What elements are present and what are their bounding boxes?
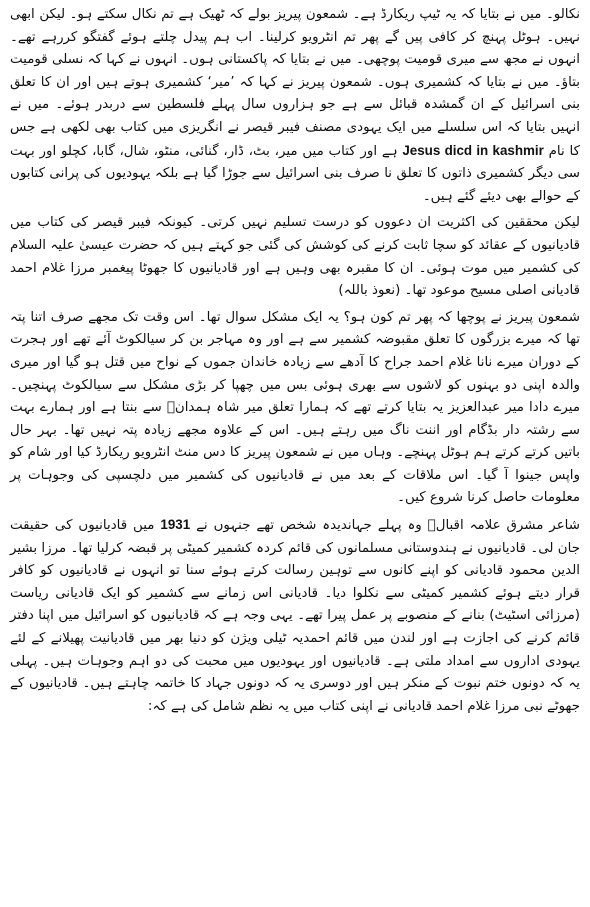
text-run: شمعون پیریز نے پوچھا کہ پھر تم کون ہو؟ یہ ایک مشکل سوال تھا۔ اس وقت تک مجھے صرف اتنا پتہ تھا کہ میرے بزرگوں کا تعلق مقبوضہ کشمیر سے ہے اور وہ مہاجر بن کر سیالکوٹ آئے تھے اور ہجرت کے دوران میرے نانا غلام احمد جراح کا آدھے سے زیادہ خاندان جموں کے نواح میں قتل ہو گیا اور میری والدہ اپنی دو بہنوں کو لاشوں سے بھری ہوئی بس میں چھپا کر بڑی مشکل سے سیالکوٹ پہنچیں۔ میرے دادا میر عبدالعزیز یہ بتایا کرتے تھے کہ ہمارا تعلق میر شاہ ہمدانؒ سے بنتا ہے اور ہمارے بہت سے رشتہ دار بڈگام اور اننت ناگ میں رہتے ہیں۔ اس کے علاوہ مجھے زیادہ پتہ نہیں تھا۔ بہر حال باتیں کرتے کرتے ہم ہوٹل پہنچے۔ وہاں میں نے شمعون پیریز کا دس منٹ انٹرویو ریکارڈ کیا اور شام کو واپس جینوا آ گیا۔ اس ملاقات کے بعد میں نے قادیانیوں کی کشمیر میں دلچسپی کی وجوہات پر معلومات حاصل کرنا شروع کیں۔ bbox=[10, 309, 580, 506]
text-run: شاعر مشرق علامہ اقبالؒ وہ پہلے جہاندیدہ شخص تھے جنہوں نے bbox=[190, 518, 580, 534]
text-run: نکالو۔ میں نے بتایا کہ یہ ٹیپ ریکارڈ ہے۔ شمعون پیریز بولے کہ ٹھیک ہے تم نکال سکتے ہو۔ لیکن ابھی نہیں۔ ہوٹل پہنچ کر کافی پیں گے پھر تم انٹرویو کرلینا۔ اب ہم پیدل چلتے ہوئے گفتگو کررہے تھے۔ انہوں نے مجھ سے میری قومیت پوچھی۔ میں نے بتایا کہ پاکستانی ہوں۔ انہوں نے کہا کہ نسلی قومیت بتاؤ۔ میں نے بتایا کہ کشمیری ہوں۔ شمعون پیریز نے کہا کہ ’میر‘ کشمیری ہوتے ہیں اور ان کا تعلق بنی اسرائیل کے ان گمشدہ قبائل سے ہے جو ہزاروں سال پہلے فلسطین سے دربدر ہوئے۔ میں نے انہیں بتایا کہ اس سلسلے میں ایک یہودی مصنف فیبر قیصر نے انگریزی میں کتاب بھی لکھی ہے جس کا نام bbox=[10, 7, 580, 159]
book-title: Jesus dicd in kashmir bbox=[402, 142, 544, 158]
text-run: میں قادیانیوں کی حقیقت جان لی۔ قادیانیوں نے ہندوستانی مسلمانوں کی قائم کردہ کشمیر کمیٹی پر قبضہ کرلیا تھا۔ مرزا بشیر الدین محمود قادیانی کو اپنے کانوں سے توہین رسالت کرتے ہوئے سنا تو انہوں نے قادیانیوں کو کافر قرار دیتے ہوئے کشمیر کمیٹی سے نکلوا دیا۔ قادیانی اس زمانے سے کشمیر کو ایک قادیانی ریاست (مرزائی اسٹیٹ) بنانے کے منصوبے پر عمل پیرا تھے۔ یہی وجہ ہے کہ قادیانیوں کو اسرائیل میں اپنا دفتر قائم کرنے کی اجازت ہے اور لندن میں قائم احمدیہ ٹیلی ویژن کو دنیا بھر میں قادیانیت پھیلانے کے لئے یہودی اداروں سے امداد ملتی ہے۔ قادیانیوں اور یہودیوں میں محبت کی دو اہم وجوہات ہیں۔ پہلی یہ کہ دونوں ختم نبوت کے منکر ہیں اور دوسری یہ کہ دونوں جہاد کا خاتمہ چاہتے ہیں۔ قادیانیوں کے جھوٹے نبی مرزا غلام احمد قادیانی نے اپنی کتاب میں یہ نظم شامل کی ہے کہ: bbox=[10, 518, 580, 714]
text-run: لیکن محققین کی اکثریت ان دعووں کو درست تسلیم نہیں کرتی۔ کیونکہ فیبر قیصر کی کتاب میں قادیانیوں کے عقائد کو سچا ثابت کرنے کی کوشش کی گئی جو کہتے ہیں کہ حضرت عیسیٰ علیہ السلام کی کشمیر میں موت ہوئی۔ ان کا مقبرہ بھی وہیں ہے اور قادیانیوں کا جھوٹا پیغمبر مرزا غلام احمد قادیانی اصلی مسیح موعود تھا۔ (نعوذ باللہ) bbox=[10, 215, 580, 299]
paragraph-researchers bbox=[10, 212, 580, 302]
paragraph-iqbal bbox=[10, 514, 580, 718]
year-number: 1931 bbox=[160, 517, 191, 533]
paragraph-who-are-you bbox=[10, 307, 580, 510]
paragraph-peres-conversation bbox=[10, 4, 580, 208]
text-run: ہے اور کتاب میں میر، بٹ، ڈار، گنائی، منٹو، شال، گابا، کچلو اور بہت سی دیگر کشمیری ذاتوں کا تعلق نا صرف بنی اسرائیل سے جوڑا گیا ہے بلکہ یہودیوں کی پرانی کتابوں کے حوالے بھی دیئے گئے ہیں۔ bbox=[10, 143, 580, 204]
